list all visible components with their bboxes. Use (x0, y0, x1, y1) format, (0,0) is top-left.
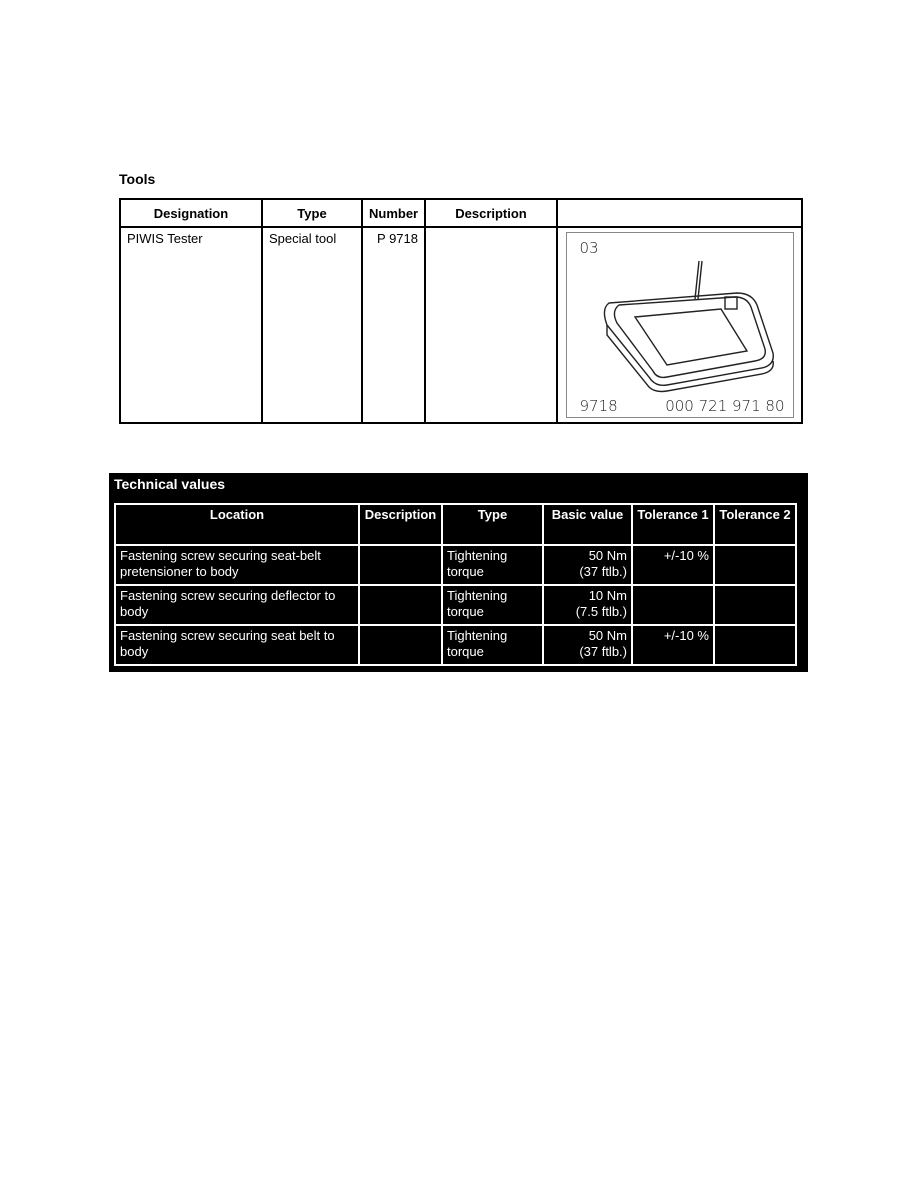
cell-location: Fastening screw securing seat-belt pretensioner to body (115, 545, 359, 585)
header-location: Location (115, 504, 359, 545)
header-tolerance-2: Tolerance 2 (714, 504, 796, 545)
cell-tolerance-2 (714, 585, 796, 625)
cell-basic-value (543, 625, 632, 665)
technical-values-panel (109, 473, 808, 672)
table-row (115, 625, 796, 665)
cell-basic-value (543, 545, 632, 585)
cell-tolerance-1 (632, 585, 714, 625)
basic-value-nm: 50 Nm (588, 548, 627, 563)
table-row (115, 585, 796, 625)
basic-value-ftlb: (37 ftlb.) (579, 644, 627, 659)
header-image (557, 199, 802, 227)
basic-value-nm: 10 Nm (588, 588, 627, 603)
technical-values-heading: Technical values (114, 476, 226, 492)
cell-image (557, 227, 802, 423)
cell-tolerance-2 (714, 545, 796, 585)
table-row (115, 545, 796, 585)
cell-type: Special tool (262, 227, 362, 423)
basic-value-nm: 50 Nm (588, 628, 627, 643)
cell-location: Fastening screw securing deflector to body (115, 585, 359, 625)
tools-heading: Tools (119, 171, 156, 187)
header-description: Description (359, 504, 442, 545)
technical-header-row (115, 504, 796, 545)
header-basic-value: Basic value (543, 504, 632, 545)
tools-table (119, 198, 803, 424)
image-label-top: 03 (579, 239, 599, 257)
table-row (120, 227, 802, 423)
header-tolerance-1: Tolerance 1 (632, 504, 714, 545)
cell-tolerance-2 (714, 625, 796, 665)
tool-image (566, 232, 794, 418)
basic-value-ftlb: (37 ftlb.) (579, 564, 627, 579)
header-description: Description (425, 199, 557, 227)
cell-number: P 9718 (362, 227, 425, 423)
cell-description (359, 585, 442, 625)
cell-description (425, 227, 557, 423)
basic-value-ftlb: (7.5 ftlb.) (575, 604, 627, 619)
cell-description (359, 545, 442, 585)
cell-description (359, 625, 442, 665)
cell-designation: PIWIS Tester (120, 227, 262, 423)
cell-basic-value (543, 585, 632, 625)
cell-location: Fastening screw securing seat belt to body (115, 625, 359, 665)
header-designation: Designation (120, 199, 262, 227)
tools-header-row (120, 199, 802, 227)
cell-tolerance-1: +/-10 % (632, 625, 714, 665)
cell-type: Tightening torque (442, 625, 543, 665)
header-number: Number (362, 199, 425, 227)
header-type: Type (262, 199, 362, 227)
cell-type: Tightening torque (442, 585, 543, 625)
technical-values-table (114, 503, 797, 666)
cell-type: Tightening torque (442, 545, 543, 585)
piwis-tester-icon (597, 253, 777, 393)
header-type: Type (442, 504, 543, 545)
image-label-left: 9718 (579, 397, 618, 415)
image-label-right: 000 721 971 80 (665, 397, 785, 415)
cell-tolerance-1: +/-10 % (632, 545, 714, 585)
